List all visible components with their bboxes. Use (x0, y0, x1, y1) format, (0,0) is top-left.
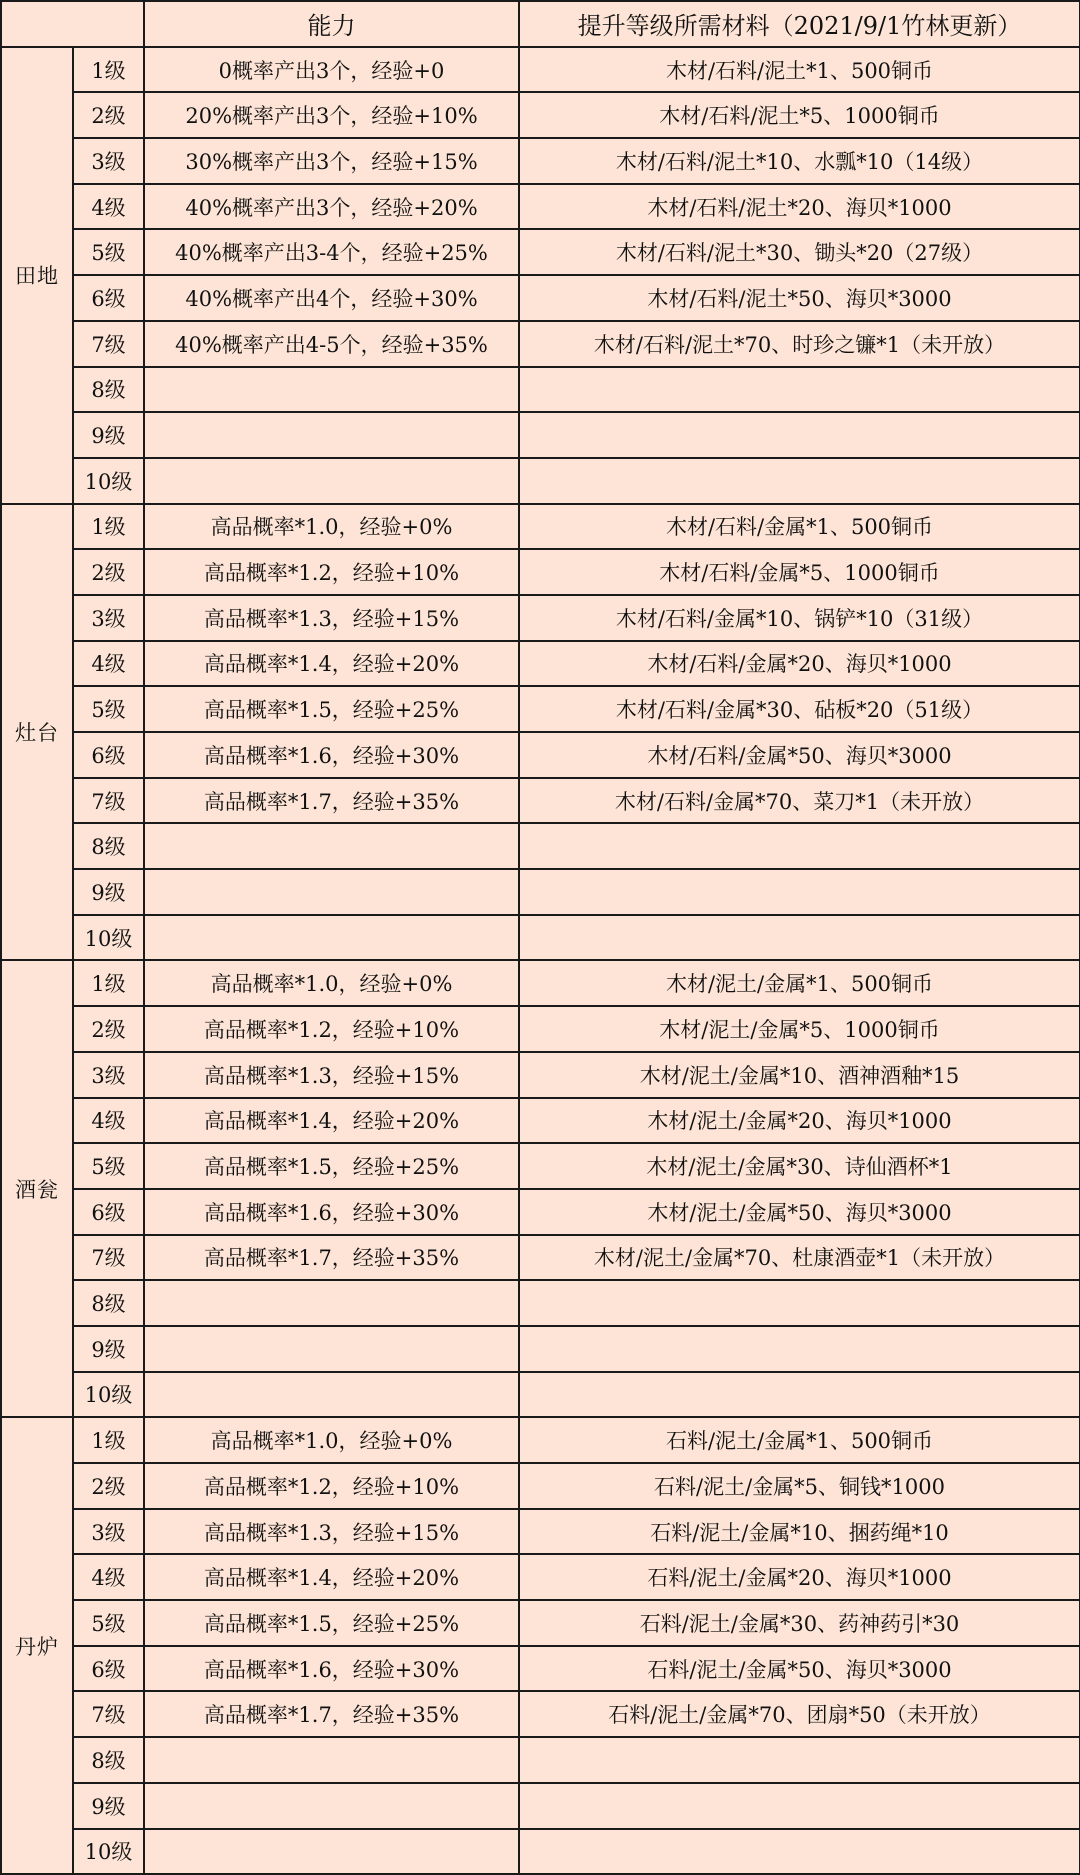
table-row (1, 92, 1080, 138)
table-row (1, 1691, 1080, 1737)
group-name: 灶台 (1, 504, 73, 961)
materials-cell (519, 1783, 1080, 1829)
ability-cell (144, 1737, 519, 1783)
level-cell: 4级 (73, 184, 144, 230)
ability-cell: 高品概率*1.7，经验+35% (144, 1235, 519, 1281)
materials-cell: 木材/石料/泥土*10、水瓢*10（14级） (519, 138, 1080, 184)
ability-cell: 高品概率*1.3，经验+15% (144, 1052, 519, 1098)
materials-cell: 石料/泥土/金属*50、海贝*3000 (519, 1646, 1080, 1692)
materials-cell: 石料/泥土/金属*10、捆药绳*10 (519, 1509, 1080, 1555)
level-cell: 1级 (73, 1417, 144, 1463)
level-cell: 9级 (73, 1783, 144, 1829)
ability-cell (144, 412, 519, 458)
table-row (1, 686, 1080, 732)
level-cell: 1级 (73, 960, 144, 1006)
table-row (1, 412, 1080, 458)
level-cell: 6级 (73, 1646, 144, 1692)
materials-cell: 木材/石料/泥土*30、锄头*20（27级） (519, 229, 1080, 275)
group-name: 酒瓮 (1, 960, 73, 1417)
ability-cell (144, 869, 519, 915)
materials-cell: 木材/泥土/金属*70、杜康酒壶*1（未开放） (519, 1235, 1080, 1281)
ability-cell: 高品概率*1.3，经验+15% (144, 595, 519, 641)
table-row (1, 275, 1080, 321)
table-row (1, 1646, 1080, 1692)
table-row (1, 184, 1080, 230)
ability-cell: 高品概率*1.4，经验+20% (144, 1554, 519, 1600)
header-ability: 能力 (144, 1, 519, 47)
materials-cell: 木材/石料/金属*10、锅铲*10（31级） (519, 595, 1080, 641)
level-cell: 3级 (73, 1509, 144, 1555)
group-name: 田地 (1, 47, 73, 504)
table-row (1, 1098, 1080, 1144)
materials-cell (519, 869, 1080, 915)
level-cell: 3级 (73, 138, 144, 184)
materials-cell: 木材/石料/金属*1、500铜币 (519, 504, 1080, 550)
materials-cell: 木材/石料/金属*5、1000铜币 (519, 549, 1080, 595)
table-row (1, 1280, 1080, 1326)
table-row (1, 641, 1080, 687)
materials-cell: 木材/石料/金属*70、菜刀*1（未开放） (519, 778, 1080, 824)
ability-cell: 高品概率*1.4，经验+20% (144, 641, 519, 687)
materials-cell (519, 1280, 1080, 1326)
level-cell: 5级 (73, 686, 144, 732)
materials-cell (519, 1326, 1080, 1372)
level-cell: 4级 (73, 1098, 144, 1144)
materials-cell: 石料/泥土/金属*70、团扇*50（未开放） (519, 1691, 1080, 1737)
table-row (1, 229, 1080, 275)
ability-cell: 高品概率*1.0，经验+0% (144, 960, 519, 1006)
level-cell: 6级 (73, 1189, 144, 1235)
materials-cell (519, 412, 1080, 458)
materials-cell (519, 367, 1080, 413)
ability-cell (144, 367, 519, 413)
level-cell: 2级 (73, 549, 144, 595)
level-cell: 4级 (73, 641, 144, 687)
materials-cell (519, 1829, 1080, 1875)
materials-cell: 木材/泥土/金属*20、海贝*1000 (519, 1098, 1080, 1144)
level-cell: 6级 (73, 732, 144, 778)
level-cell: 7级 (73, 321, 144, 367)
table-row (1, 1783, 1080, 1829)
table-row (1, 549, 1080, 595)
ability-cell: 高品概率*1.4，经验+20% (144, 1098, 519, 1144)
table-row (1, 47, 1080, 93)
ability-cell: 高品概率*1.5，经验+25% (144, 1143, 519, 1189)
ability-cell: 高品概率*1.0，经验+0% (144, 1417, 519, 1463)
ability-cell: 20%概率产出3个，经验+10% (144, 92, 519, 138)
table-row (1, 915, 1080, 961)
materials-cell (519, 823, 1080, 869)
materials-cell: 木材/泥土/金属*30、诗仙酒杯*1 (519, 1143, 1080, 1189)
table-row (1, 1554, 1080, 1600)
table-row (1, 1235, 1080, 1281)
ability-cell (144, 1829, 519, 1875)
level-cell: 3级 (73, 595, 144, 641)
level-cell: 7级 (73, 1235, 144, 1281)
ability-cell: 高品概率*1.2，经验+10% (144, 1006, 519, 1052)
level-cell: 6级 (73, 275, 144, 321)
table-row (1, 1372, 1080, 1418)
level-cell: 5级 (73, 1600, 144, 1646)
header-row (1, 1, 1080, 47)
table-row (1, 1189, 1080, 1235)
materials-cell: 石料/泥土/金属*5、铜钱*1000 (519, 1463, 1080, 1509)
ability-cell: 40%概率产出4个，经验+30% (144, 275, 519, 321)
ability-cell (144, 458, 519, 504)
level-cell: 9级 (73, 869, 144, 915)
materials-cell: 木材/石料/泥土*70、时珍之镰*1（未开放） (519, 321, 1080, 367)
table-row (1, 1829, 1080, 1875)
table-row (1, 1737, 1080, 1783)
ability-cell (144, 1372, 519, 1418)
materials-cell (519, 1372, 1080, 1418)
table-row (1, 504, 1080, 550)
table-row (1, 367, 1080, 413)
table-row (1, 458, 1080, 504)
ability-cell (144, 1783, 519, 1829)
level-cell: 5级 (73, 229, 144, 275)
level-cell: 8级 (73, 367, 144, 413)
header-blank-cell (1, 1, 144, 47)
ability-cell: 高品概率*1.5，经验+25% (144, 686, 519, 732)
ability-cell: 高品概率*1.6，经验+30% (144, 732, 519, 778)
ability-cell: 40%概率产出3-4个，经验+25% (144, 229, 519, 275)
level-cell: 8级 (73, 823, 144, 869)
materials-cell: 木材/泥土/金属*50、海贝*3000 (519, 1189, 1080, 1235)
table-row (1, 1006, 1080, 1052)
table-row (1, 732, 1080, 778)
table-row (1, 1143, 1080, 1189)
materials-cell: 木材/石料/泥土*50、海贝*3000 (519, 275, 1080, 321)
ability-cell: 高品概率*1.2，经验+10% (144, 549, 519, 595)
level-cell: 8级 (73, 1280, 144, 1326)
ability-cell: 高品概率*1.6，经验+30% (144, 1646, 519, 1692)
table-row (1, 1600, 1080, 1646)
ability-cell: 高品概率*1.3，经验+15% (144, 1509, 519, 1555)
materials-cell: 石料/泥土/金属*30、药神药引*30 (519, 1600, 1080, 1646)
ability-cell: 高品概率*1.6，经验+30% (144, 1189, 519, 1235)
materials-cell (519, 458, 1080, 504)
materials-cell: 石料/泥土/金属*20、海贝*1000 (519, 1554, 1080, 1600)
level-cell: 3级 (73, 1052, 144, 1098)
materials-cell: 木材/石料/泥土*1、500铜币 (519, 47, 1080, 93)
level-cell: 1级 (73, 47, 144, 93)
table-row (1, 321, 1080, 367)
table-row (1, 138, 1080, 184)
materials-cell: 木材/石料/金属*30、砧板*20（51级） (519, 686, 1080, 732)
ability-cell (144, 1326, 519, 1372)
ability-cell (144, 1280, 519, 1326)
table-row (1, 1463, 1080, 1509)
level-cell: 7级 (73, 778, 144, 824)
level-cell: 7级 (73, 1691, 144, 1737)
ability-cell (144, 823, 519, 869)
materials-cell: 木材/泥土/金属*1、500铜币 (519, 960, 1080, 1006)
materials-cell (519, 1737, 1080, 1783)
table-row (1, 960, 1080, 1006)
level-cell: 10级 (73, 1829, 144, 1875)
level-cell: 5级 (73, 1143, 144, 1189)
table-row (1, 1417, 1080, 1463)
materials-cell: 木材/石料/金属*50、海贝*3000 (519, 732, 1080, 778)
level-cell: 10级 (73, 1372, 144, 1418)
table-row (1, 1326, 1080, 1372)
header-materials: 提升等级所需材料（2021/9/1竹林更新） (519, 1, 1080, 47)
materials-cell: 木材/泥土/金属*10、酒神酒釉*15 (519, 1052, 1080, 1098)
ability-cell: 高品概率*1.2，经验+10% (144, 1463, 519, 1509)
ability-cell: 高品概率*1.7，经验+35% (144, 1691, 519, 1737)
ability-cell (144, 915, 519, 961)
level-cell: 9级 (73, 1326, 144, 1372)
materials-cell: 石料/泥土/金属*1、500铜币 (519, 1417, 1080, 1463)
ability-cell: 高品概率*1.5，经验+25% (144, 1600, 519, 1646)
table-body (1, 47, 1080, 1875)
level-cell: 2级 (73, 1463, 144, 1509)
materials-cell: 木材/石料/金属*20、海贝*1000 (519, 641, 1080, 687)
materials-cell: 木材/石料/泥土*20、海贝*1000 (519, 184, 1080, 230)
materials-cell: 木材/石料/泥土*5、1000铜币 (519, 92, 1080, 138)
level-cell: 2级 (73, 1006, 144, 1052)
materials-cell (519, 915, 1080, 961)
table-row (1, 1052, 1080, 1098)
ability-cell: 30%概率产出3个，经验+15% (144, 138, 519, 184)
ability-cell: 40%概率产出4-5个，经验+35% (144, 321, 519, 367)
level-cell: 1级 (73, 504, 144, 550)
ability-cell: 0概率产出3个，经验+0 (144, 47, 519, 93)
level-cell: 4级 (73, 1554, 144, 1600)
level-cell: 10级 (73, 458, 144, 504)
table-row (1, 595, 1080, 641)
level-cell: 10级 (73, 915, 144, 961)
group-name: 丹炉 (1, 1417, 73, 1874)
level-cell: 9级 (73, 412, 144, 458)
level-cell: 8级 (73, 1737, 144, 1783)
table-row (1, 778, 1080, 824)
level-cell: 2级 (73, 92, 144, 138)
ability-cell: 高品概率*1.0，经验+0% (144, 504, 519, 550)
table-row (1, 823, 1080, 869)
table-row (1, 869, 1080, 915)
table-row (1, 1509, 1080, 1555)
ability-cell: 高品概率*1.7，经验+35% (144, 778, 519, 824)
materials-cell: 木材/泥土/金属*5、1000铜币 (519, 1006, 1080, 1052)
ability-cell: 40%概率产出3个，经验+20% (144, 184, 519, 230)
